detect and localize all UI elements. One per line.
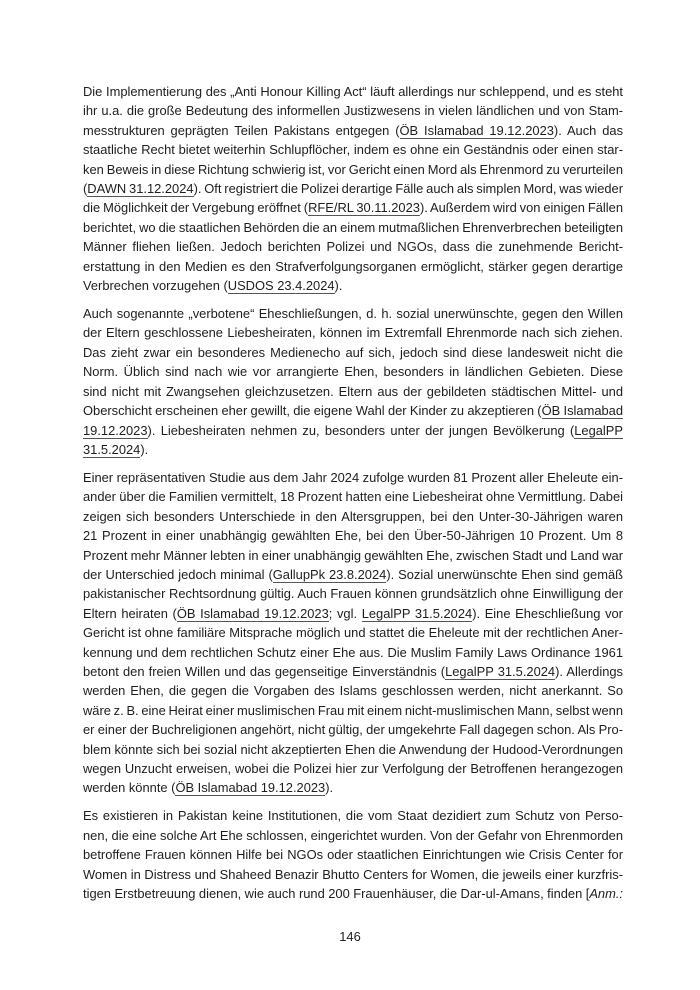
text-segment: Women in Distress und Shaheed Benazir Bhutto Centers for Women, die jeweils einer kurzfris- — [83, 866, 623, 882]
source-citation-link[interactable]: LegalPP — [574, 422, 623, 438]
text-line — [83, 643, 623, 662]
text-segment: ken Beweis in diese Richtung schwierig ist, vor Gericht einen Mord als Ehrenmord zu verurteilen — [83, 161, 623, 177]
text-segment: Gericht ist ohne familiäre Mitsprache möglich und stattet die Eheleute mit der rechtlichen Aner- — [83, 625, 623, 641]
source-citation-link[interactable]: GallupPk 23.8.2024 — [272, 566, 387, 582]
text-line — [83, 343, 623, 362]
text-line — [83, 421, 623, 440]
text-segment: sind nicht mit Zwangsehen gleichzusetzen. Eltern aus der gebildeten städtischen Mittel- und — [83, 383, 623, 399]
text-segment: ). Auch das — [553, 122, 624, 138]
text-line — [83, 778, 623, 797]
text-segment: ). — [334, 278, 343, 294]
paragraph — [83, 468, 623, 798]
text-line — [83, 865, 623, 884]
text-line — [83, 140, 623, 159]
text-segment: ( — [83, 181, 88, 197]
text-segment: Auch sogenannte „verbotene“ Eheschließungen, d. h. sozial unerwünschte, gegen den Willen — [83, 306, 623, 322]
text-segment: erstattung in den Medien es den Strafverfolgungsorganen ermöglicht, stärker gegen derartige — [83, 258, 623, 274]
text-segment: Oberschicht erscheinen eher gewillt, die eigene Wahl der Kinder zu akzeptieren ( — [83, 403, 542, 419]
text-segment: Verbrechen vorzugehen ( — [83, 278, 228, 294]
text-line — [83, 806, 623, 825]
text-segment: zeigen sich besonders Unterschiede in den Altersgruppen, bei den Unter-30-Jährigen waren — [83, 508, 623, 524]
text-segment: ). — [325, 780, 334, 796]
text-line — [83, 198, 623, 217]
text-line — [83, 382, 623, 401]
text-segment: werden könnte ( — [83, 780, 176, 796]
paragraph — [83, 304, 623, 459]
text-line — [83, 82, 623, 101]
text-line — [83, 546, 623, 565]
source-citation-link[interactable]: ÖB Islamabad 19.12.2023 — [175, 780, 326, 796]
text-line — [83, 884, 623, 903]
text-segment: werden Ehen, die gegen die Vorgaben des Islams geschlossen werden, nicht anerkannt. So — [83, 683, 623, 699]
source-citation-link[interactable]: LegalPP 31.5.2024 — [445, 663, 556, 679]
text-segment: der Eltern geschlossene Liebesheiraten, können im Extremfall Ehrenmorde nach sich ziehen. — [83, 325, 623, 341]
text-segment: ). Allerdings — [555, 663, 623, 679]
text-line — [83, 845, 623, 864]
source-citation-link[interactable]: RFE/RL 30.11.2023 — [308, 200, 420, 216]
text-line — [83, 121, 623, 140]
text-segment: 21 Prozent in einer unabhängig gewählten Ehe, bei den Über-50-Jährigen 10 Prozent. Um 8 — [83, 528, 623, 544]
text-segment: Einer repräsentativen Studie aus dem Jahr 2024 zufolge wurden 81 Prozent aller Eheleute ein- — [83, 469, 623, 485]
text-line — [83, 362, 623, 381]
annotation-label: Anm.: — [589, 886, 623, 902]
text-segment: die Möglichkeit der Vergebung eröffnet ( — [83, 200, 309, 216]
text-line — [83, 584, 623, 603]
source-citation-link[interactable]: ÖB Islamabad — [541, 403, 623, 419]
text-segment: Männer fliehen ließen. Jedoch berichten Polizei und NGOs, dass die zunehmende Bericht- — [83, 239, 623, 255]
text-segment: der Unterschied jedoch minimal ( — [83, 566, 273, 582]
text-segment: wäre z. B. eine Heirat einer muslimischen Frau mit einem nicht-muslimischen Mann, selbst wenn — [83, 702, 623, 718]
text-line — [83, 257, 623, 276]
text-line — [83, 826, 623, 845]
text-line — [83, 487, 623, 506]
text-segment: kennung und dem rechtlichen Schutz einer Ehe aus. Die Muslim Family Laws Ordinance 1961 — [83, 644, 623, 660]
text-line — [83, 604, 623, 623]
text-line — [83, 662, 623, 681]
text-segment: Eltern heiraten ( — [83, 605, 177, 621]
text-line — [83, 681, 623, 700]
text-line — [83, 304, 623, 323]
text-segment: ). — [140, 441, 149, 457]
text-line — [83, 440, 623, 459]
paragraph — [83, 82, 623, 295]
source-citation-link[interactable]: 31.5.2024 — [83, 441, 141, 457]
text-segment: betroffene Frauen können Hilfe bei NGOs oder staatlichen Einrichtungen wie Crisis Center for — [83, 847, 623, 863]
source-citation-link[interactable]: LegalPP 31.5.2024 — [361, 605, 473, 621]
text-segment: Es existieren in Pakistan keine Institutionen, die vom Staat dezidiert zum Schutz von Perso- — [83, 808, 623, 824]
text-segment: Das zieht zwar ein besonderes Medienecho auf sich, jedoch sind diese landesweit nicht die — [83, 344, 623, 360]
text-line — [83, 720, 623, 739]
text-segment: nen, die eine solche Art Ehe schlossen, eingerichtet wurden. Von der Gefahr von Ehrenmorden — [83, 827, 623, 843]
text-segment: ). Sozial unerwünschte Ehen sind gemäß — [386, 566, 623, 582]
text-line — [83, 759, 623, 778]
source-citation-link[interactable]: DAWN 31.12.2024 — [87, 181, 194, 197]
text-line — [83, 701, 623, 720]
source-citation-link[interactable]: USDOS 23.4.2024 — [227, 278, 335, 294]
page-number: 146 — [339, 929, 361, 944]
text-segment: wegen Unzucht erweisen, wobei die Polizei hier zur Verfolgung der Betroffenen herangezogen — [83, 761, 623, 776]
text-line — [83, 160, 623, 179]
text-segment: Prozent mehr Männer lebten in einer unabhängig gewählten Ehe, zwischen Stadt und Land war — [83, 547, 623, 563]
text-segment: tigen Erstbetreuung dienen, wie auch rund 200 Frauenhäuser, die Dar-ul-Amans, finden [ — [83, 886, 590, 902]
source-citation-link[interactable]: ÖB Islamabad 19.12.2023 — [399, 122, 554, 138]
text-segment: ). Liebesheiraten nehmen zu, besonders unter der jungen Bevölkerung ( — [147, 422, 575, 438]
text-line — [83, 101, 623, 120]
text-line — [83, 468, 623, 487]
text-line — [83, 323, 623, 342]
text-line — [83, 218, 623, 237]
text-segment: messtrukturen geprägten Teilen Pakistans entgegen ( — [83, 122, 400, 138]
text-segment: staatliche Recht bietet weiterhin Schlupflöcher, indem es ohne ein Geständnis oder einen star- — [83, 142, 623, 158]
source-citation-link[interactable]: ÖB Islamabad 19.12.2023 — [176, 605, 329, 621]
text-segment: betont den freien Willen und das gegenseitige Einverständnis ( — [83, 663, 446, 679]
text-line — [83, 507, 623, 526]
document-body — [83, 82, 623, 912]
text-segment: Norm. Üblich sind nach wie vor arrangierte Ehen, besonders in ländlichen Gebieten. Diese — [83, 364, 623, 380]
text-segment: ander über die Familien vermittelt, 18 Prozent hatten eine Liebesheirat ohne Vermittlung. Dabei — [83, 489, 623, 505]
text-segment: blem könnte sich bei sozial nicht akzeptierten Ehen die Anwendung der Hudood-Verordnungen — [83, 741, 623, 757]
text-line — [83, 276, 623, 295]
text-segment: ihr u.a. die große Bedeutung des informellen Justizwesens in vielen ländlichen und von Stam- — [83, 103, 623, 119]
text-segment: ). Außerdem wird von einigen Fällen — [419, 200, 623, 216]
text-segment: ; vgl. — [328, 605, 362, 621]
source-citation-link[interactable]: 19.12.2023 — [83, 422, 148, 438]
text-segment: er einer der Buchreligionen angehört, nicht gültig, der umgekehrte Fall dagegen schon. Als Pro- — [83, 722, 623, 738]
text-segment: pakistanischer Rechtsordnung gültig. Auch Frauen können grundsätzlich ohne Einwilligung der — [83, 586, 623, 602]
text-line — [83, 623, 623, 642]
text-line — [83, 401, 623, 420]
text-line — [83, 740, 623, 759]
text-line — [83, 526, 623, 545]
text-line — [83, 179, 623, 198]
text-segment: ). Oft registriert die Polizei derartige Fälle auch als simplen Mord, was wieder — [193, 181, 623, 197]
text-segment: ). Eine Eheschließung vor — [472, 605, 623, 621]
text-segment: Die Implementierung des „Anti Honour Killing Act“ läuft allerdings nur schleppend, und es steht — [83, 84, 623, 99]
paragraph — [83, 806, 623, 903]
text-line — [83, 237, 623, 256]
text-segment: berichtet, wo die staatlichen Behörden die an einem mutmaßlichen Ehrenverbrechen beteiligten — [83, 219, 623, 235]
text-line — [83, 565, 623, 584]
